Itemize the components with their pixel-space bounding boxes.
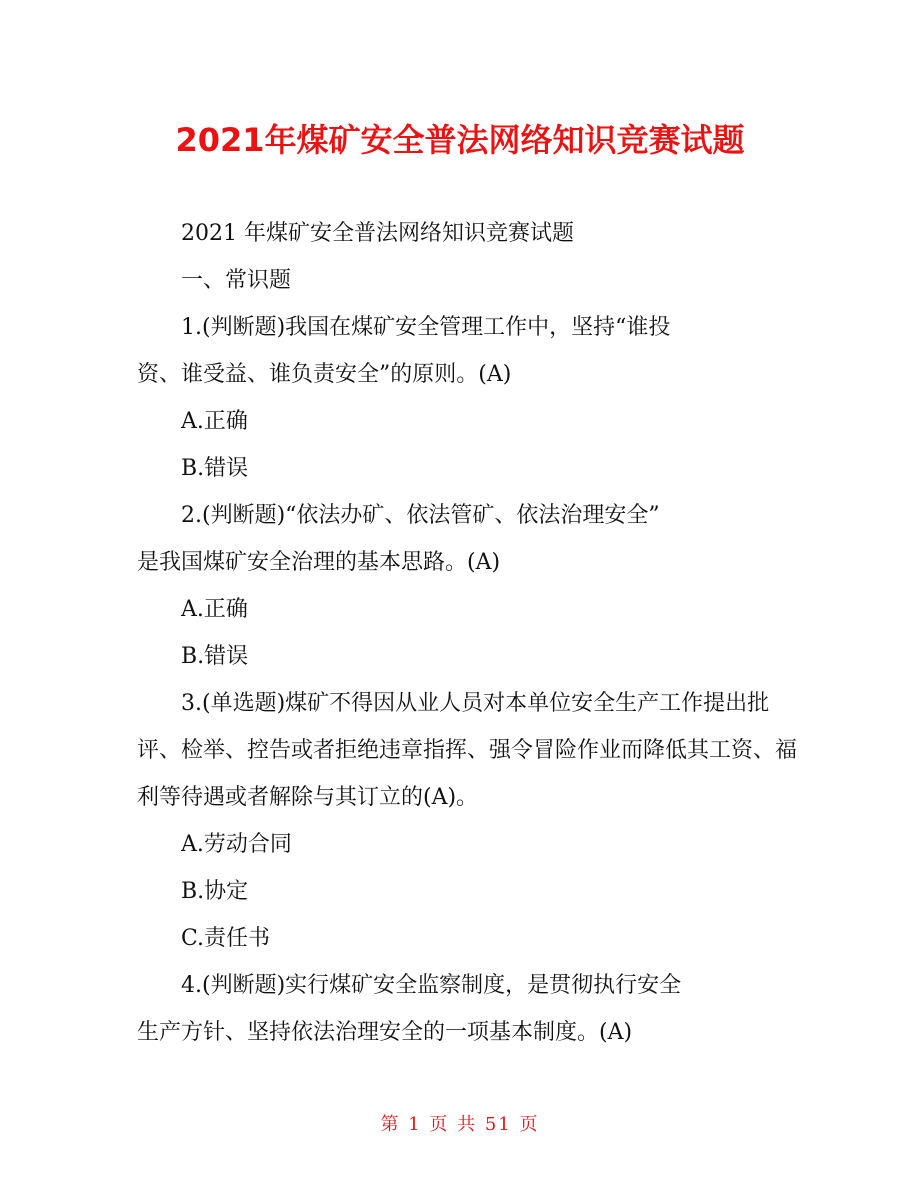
- question-3-text: 3.(单选题)煤矿不得因从业人员对本单位安全生产工作提出批评、检举、控告或者拒绝违章指挥、强令冒险作业而降低其工资、福利等待遇或者解除与其订立的(A)。: [137, 691, 798, 810]
- question-1-option-b: B.错误: [181, 456, 249, 481]
- question-4-line-2: 生产方针、坚持依法治理安全的一项基本制度。(A): [137, 1020, 633, 1045]
- question-3-option-a: A.劳动合同: [181, 832, 292, 857]
- question-2-option-b: B.错误: [181, 644, 249, 669]
- question-1-line-2: 资、谁受益、谁负责安全”的原则。(A): [137, 362, 512, 387]
- section-heading: 一、常识题: [181, 268, 292, 293]
- question-1-option-a: A.正确: [181, 409, 248, 434]
- question-1-line-1: 1.(判断题)我国在煤矿安全管理工作中，坚持“谁投: [181, 315, 671, 340]
- question-3-option-b: B.协定: [181, 879, 249, 904]
- question-3-option-c: C.责任书: [181, 926, 271, 951]
- question-2-option-a: A.正确: [181, 597, 248, 622]
- question-2-line-1: 2.(判断题)“依法办矿、依法管矿、依法治理安全”: [181, 503, 660, 528]
- document-title: 2021年煤矿安全普法网络知识竞赛试题: [175, 121, 745, 159]
- page-number-footer: 第 1 页 共 51 页: [380, 1114, 540, 1135]
- question-2-line-2: 是我国煤矿安全治理的基本思路。(A): [137, 550, 501, 575]
- document-body: [137, 210, 797, 1056]
- subtitle-paragraph: 2021 年煤矿安全普法网络知识竞赛试题: [181, 221, 574, 246]
- question-4-line-1: 4.(判断题)实行煤矿安全监察制度，是贯彻执行安全: [181, 973, 682, 998]
